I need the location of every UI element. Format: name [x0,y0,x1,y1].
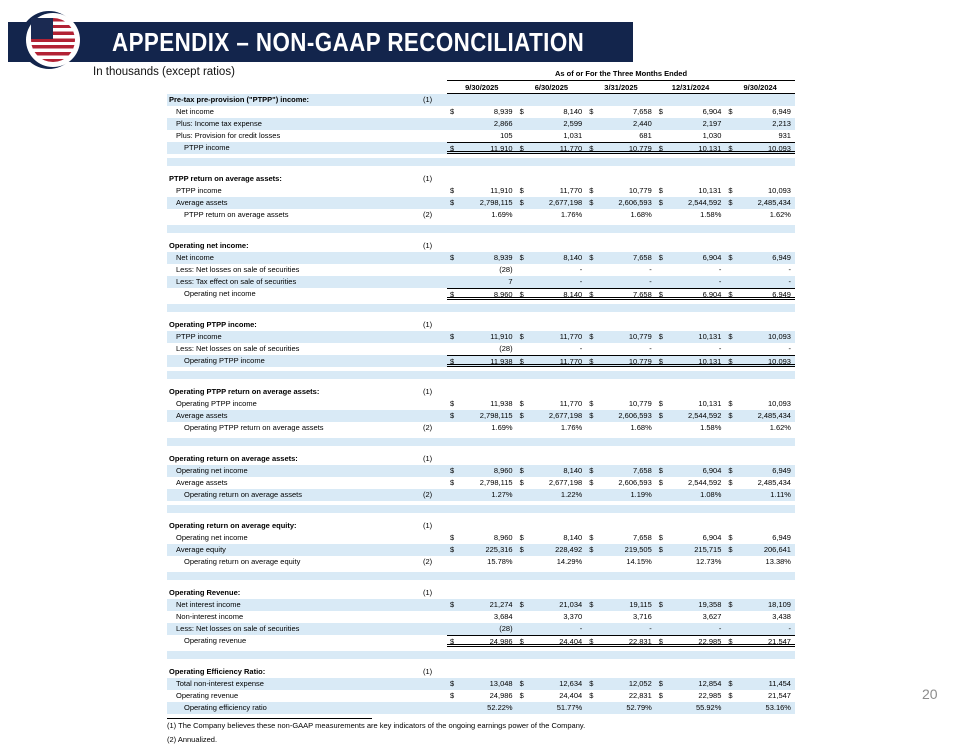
table-row [167,197,795,209]
row-label: Less: Tax effect on sale of securities [176,277,297,286]
row-label: Total non-interest expense [176,679,264,688]
section-header-row: Operating Revenue: (1) [167,587,795,599]
row-label: Net income [176,253,214,262]
row-label: Less: Net losses on sale of securities [176,624,300,633]
value-cell: 3,627 [702,612,722,621]
table-row [167,544,795,556]
row-label: Operating return on average equity [184,557,301,566]
row-label: Operating net income [184,289,256,298]
value-cell: $ 11,770 [517,355,587,367]
value-cell: - [579,265,583,274]
row-label: Non-interest income [176,612,244,621]
table-row [167,264,795,276]
value-cell: 1,031 [563,131,583,140]
table-row: Operating return on average equity (2) 15.78% 14.29% 14.15% 12.73% 13.38% [167,556,795,568]
table-row [167,611,795,623]
value-cell: $ 10,093 [728,332,791,341]
table-row [167,635,795,647]
value-cell: $ 7,658 [589,533,652,542]
table-row [167,343,795,355]
value-cell: $ 215,715 [658,545,722,554]
value-cell: 14.29% [556,557,583,566]
value-cell: $ 10,779 [586,355,656,367]
value-cell: $ 2,677,198 [519,198,583,207]
value-cell: $ 10,093 [728,399,791,408]
value-cell: $ 11,770 [519,332,583,341]
value-cell: $ 21,547 [728,691,791,700]
value-cell: $ 2,606,593 [589,411,652,420]
value-cell: $ 10,131 [658,399,722,408]
table-header [447,68,795,94]
section-spacer [167,572,795,587]
value-cell: 1,030 [702,131,722,140]
value-cell: 2,599 [563,119,583,128]
section-header-row: Operating return on average equity: (1) [167,520,795,532]
value-cell: $ 7,658 [586,288,656,300]
value-cell: 1.69% [491,210,513,219]
page-title: APPENDIX – NON-GAAP RECONCILIATION [112,27,585,57]
value-cell: - [649,277,652,286]
value-cell: - [718,624,722,633]
value-cell: 1.69% [491,423,513,432]
table-body [167,94,795,714]
column-header: 9/30/2024 [725,81,795,94]
value-cell: 55.92% [695,703,722,712]
table-row [167,678,795,690]
value-cell: 1.27% [491,490,513,499]
table-row [167,276,795,288]
row-label: PTPP income [176,332,222,341]
value-cell: $ 8,960 [450,466,513,475]
value-cell: $ 22,831 [586,635,656,647]
row-label: Net income [176,107,214,116]
section-spacer [167,651,795,666]
value-cell: $ 12,854 [658,679,722,688]
column-header: 12/31/2024 [656,81,726,94]
value-cell: - [579,344,583,353]
value-cell: 1.22% [560,490,583,499]
value-cell: $ 7,658 [589,253,652,262]
table-row [167,106,795,118]
table-row [167,599,795,611]
value-cell: $ 10,779 [586,142,656,154]
table-row [167,185,795,197]
row-label: Average assets [176,198,228,207]
value-cell: $ 8,960 [450,533,513,542]
value-cell: 51.77% [556,703,583,712]
units-label: In thousands (except ratios) [93,66,235,78]
row-label: Operating revenue [184,636,247,645]
value-cell: - [718,277,722,286]
value-cell: 3,716 [633,612,652,621]
row-label: Net interest income [176,600,241,609]
value-cell: $ 225,316 [450,545,513,554]
value-cell: $ 6,949 [728,533,791,542]
value-cell: $ 10,131 [658,186,722,195]
value-cell: $ 2,485,434 [728,198,791,207]
value-cell: $ 11,770 [519,186,583,195]
value-cell: $ 10,093 [728,186,791,195]
value-cell: $ 7,658 [589,107,652,116]
value-cell: $ 6,904 [658,253,722,262]
value-cell: 1.08% [700,490,722,499]
column-header: 6/30/2025 [517,81,587,94]
value-cell: 53.16% [765,703,791,712]
table-row [167,690,795,702]
column-header-row [447,81,795,94]
value-cell: 52.79% [626,703,652,712]
table-row [167,398,795,410]
value-cell: $ 6,904 [658,107,722,116]
value-cell: $ 10,093 [725,142,795,154]
section-header-row: Operating Efficiency Ratio: (1) [167,666,795,678]
value-cell: 3,438 [772,612,791,621]
flag-icon [31,18,75,62]
value-cell: $ 2,544,592 [658,198,722,207]
row-label: Average equity [176,545,226,554]
value-cell: $ 21,547 [725,635,795,647]
value-cell: $ 206,641 [728,545,791,554]
value-cell: 1.68% [630,210,652,219]
value-cell: 1.68% [630,423,652,432]
value-cell: $ 11,910 [450,186,513,195]
value-cell: 2,440 [633,119,652,128]
row-label: PTPP return on average assets [184,210,289,219]
value-cell: $ 12,634 [519,679,583,688]
table-row: Operating return on average assets (2) 1.27% 1.22% 1.19% 1.08% 1.11% [167,489,795,501]
value-cell: - [788,624,791,633]
value-cell: $ 2,606,593 [589,198,652,207]
table-row [167,288,795,300]
value-cell: 2,213 [772,119,791,128]
row-label: Operating revenue [176,691,239,700]
footnote-2: (2) Annualized. [167,735,218,744]
row-label: Operating net income [176,466,248,475]
row-label: PTPP income [184,143,230,152]
table-row [167,355,795,367]
value-cell: $ 12,052 [589,679,652,688]
row-label: Average assets [176,411,228,420]
column-header: 3/31/2025 [586,81,656,94]
table-row [167,130,795,142]
row-label: Plus: Provision for credit losses [176,131,281,140]
value-cell: 3,370 [563,612,583,621]
value-cell: $ 8,140 [519,466,583,475]
value-cell: $ 10,131 [656,142,726,154]
value-cell: $ 2,606,593 [589,478,652,487]
value-cell: $ 13,048 [450,679,513,688]
table-row [167,702,795,714]
value-cell: 931 [778,131,791,140]
value-cell: - [649,265,652,274]
row-label: Less: Net losses on sale of securities [176,265,300,274]
flag-canton [31,18,53,39]
value-cell: $ 10,131 [658,332,722,341]
column-header: 9/30/2025 [447,81,517,94]
page-number: 20 [922,686,938,702]
value-cell: $ 6,904 [656,288,726,300]
value-cell: $ 11,770 [519,399,583,408]
row-label: Operating return on average assets [184,490,302,499]
value-cell: $ 6,949 [728,107,791,116]
period-header: As of or For the Three Months Ended [447,68,795,81]
row-label: Operating PTPP income [176,399,257,408]
value-cell: 12.73% [695,557,722,566]
value-cell: 1.58% [700,423,722,432]
value-cell: $ 6,904 [658,533,722,542]
value-cell: $ 6,904 [658,466,722,475]
value-cell: $ 8,140 [519,253,583,262]
row-label: Less: Net losses on sale of securities [176,344,300,353]
table-row [167,142,795,154]
value-cell: 681 [639,131,652,140]
value-cell: 14.15% [626,557,652,566]
table-row: PTPP return on average assets (2) 1.69% 1.76% 1.68% 1.58% 1.62% [167,209,795,221]
section-header-row: Operating PTPP return on average assets: (1) [167,386,795,398]
value-cell: $ 10,779 [589,186,652,195]
value-cell: $ 2,544,592 [658,411,722,420]
value-cell: 1.76% [560,423,583,432]
footnote-1: (1) The Company believes these non-GAAP measurements are key indicators of the ongoing earnings power of the Company. [167,721,586,730]
value-cell: - [649,344,652,353]
value-cell: - [718,265,722,274]
value-cell: $ 6,949 [728,466,791,475]
value-cell: $ 21,034 [519,600,583,609]
value-cell: $ 11,454 [728,679,791,688]
reconciliation-table [167,68,795,747]
value-cell: $ 219,505 [589,545,652,554]
row-label: Operating efficiency ratio [184,703,267,712]
section-header-row: Operating return on average assets: (1) [167,453,795,465]
value-cell: 7 [508,277,513,286]
value-cell: $ 2,677,198 [519,411,583,420]
section-spacer [167,505,795,520]
value-cell: $ 11,910 [450,332,513,341]
value-cell: 1.11% [770,490,791,499]
row-label: Average assets [176,478,228,487]
value-cell: $ 21,274 [450,600,513,609]
row-label: Operating net income [176,533,248,542]
value-cell: $ 11,770 [517,142,587,154]
value-cell: $ 2,677,198 [519,478,583,487]
value-cell: $ 10,093 [725,355,795,367]
section-spacer [167,158,795,173]
value-cell: $ 11,910 [447,142,517,154]
value-cell: $ 8,140 [519,533,583,542]
value-cell: $ 2,798,115 [450,478,513,487]
value-cell: $ 18,109 [728,600,791,609]
value-cell: 2,866 [493,119,513,128]
value-cell: 1.76% [560,210,583,219]
value-cell: $ 24,404 [517,635,587,647]
section-header-row: Pre-tax pre-provision ("PTPP") income: (1) [167,94,795,106]
value-cell: $ 19,358 [658,600,722,609]
row-label: Operating PTPP income [184,356,265,365]
section-header-row: Operating PTPP income: (1) [167,319,795,331]
value-cell: $ 8,960 [447,288,517,300]
row-label: Plus: Income tax expense [176,119,262,128]
table-row: Operating PTPP return on average assets (2) 1.69% 1.76% 1.68% 1.58% 1.62% [167,422,795,434]
table-row [167,477,795,489]
value-cell: (28) [499,265,513,274]
table-row [167,532,795,544]
value-cell: $ 19,115 [589,600,652,609]
value-cell: (28) [499,344,513,353]
value-cell: 105 [500,131,513,140]
value-cell: - [788,277,791,286]
section-spacer [167,438,795,453]
value-cell: $ 10,779 [589,332,652,341]
us-flag-globe-logo-icon [20,11,78,69]
value-cell: $ 8,140 [517,288,587,300]
value-cell: $ 10,131 [656,355,726,367]
value-cell: $ 11,938 [450,399,513,408]
table-row [167,465,795,477]
value-cell: $ 24,986 [447,635,517,647]
value-cell: $ 2,544,592 [658,478,722,487]
table-row [167,623,795,635]
section-spacer [167,304,795,319]
table-row [167,118,795,130]
table-row [167,252,795,264]
value-cell: $ 10,779 [589,399,652,408]
section-spacer [167,225,795,240]
table-row [167,331,795,343]
value-cell: $ 7,658 [589,466,652,475]
value-cell: $ 22,831 [589,691,652,700]
section-header-row: PTPP return on average assets: (1) [167,173,795,185]
value-cell: - [649,624,652,633]
value-cell: $ 2,485,434 [728,478,791,487]
value-cell: $ 2,485,434 [728,411,791,420]
value-cell: $ 8,939 [450,107,513,116]
value-cell: $ 8,939 [450,253,513,262]
value-cell: $ 2,798,115 [450,198,513,207]
value-cell: - [579,277,583,286]
value-cell: 13.38% [765,557,791,566]
value-cell: - [788,344,791,353]
value-cell: 1.62% [769,210,791,219]
value-cell: - [579,624,583,633]
value-cell: $ 2,798,115 [450,411,513,420]
value-cell: 2,197 [702,119,722,128]
value-cell: $ 6,949 [728,253,791,262]
value-cell: $ 22,985 [658,691,722,700]
value-cell: $ 228,492 [519,545,583,554]
row-label: Operating PTPP return on average assets [184,423,324,432]
section-header-row: Operating net income: (1) [167,240,795,252]
row-label: PTPP income [176,186,222,195]
value-cell: $ 6,949 [725,288,795,300]
value-cell: $ 22,985 [656,635,726,647]
value-cell: 1.19% [630,490,652,499]
value-cell: $ 11,938 [447,355,517,367]
value-cell: 15.78% [487,557,513,566]
value-cell: $ 24,404 [519,691,583,700]
value-cell: - [788,265,791,274]
value-cell: $ 24,986 [450,691,513,700]
value-cell: $ 8,140 [519,107,583,116]
value-cell: (28) [499,624,513,633]
value-cell: 1.58% [700,210,722,219]
table-row [167,410,795,422]
value-cell: 1.62% [769,423,791,432]
value-cell: 3,684 [493,612,513,621]
value-cell: 52.22% [487,703,513,712]
value-cell: - [718,344,722,353]
section-spacer [167,371,795,386]
